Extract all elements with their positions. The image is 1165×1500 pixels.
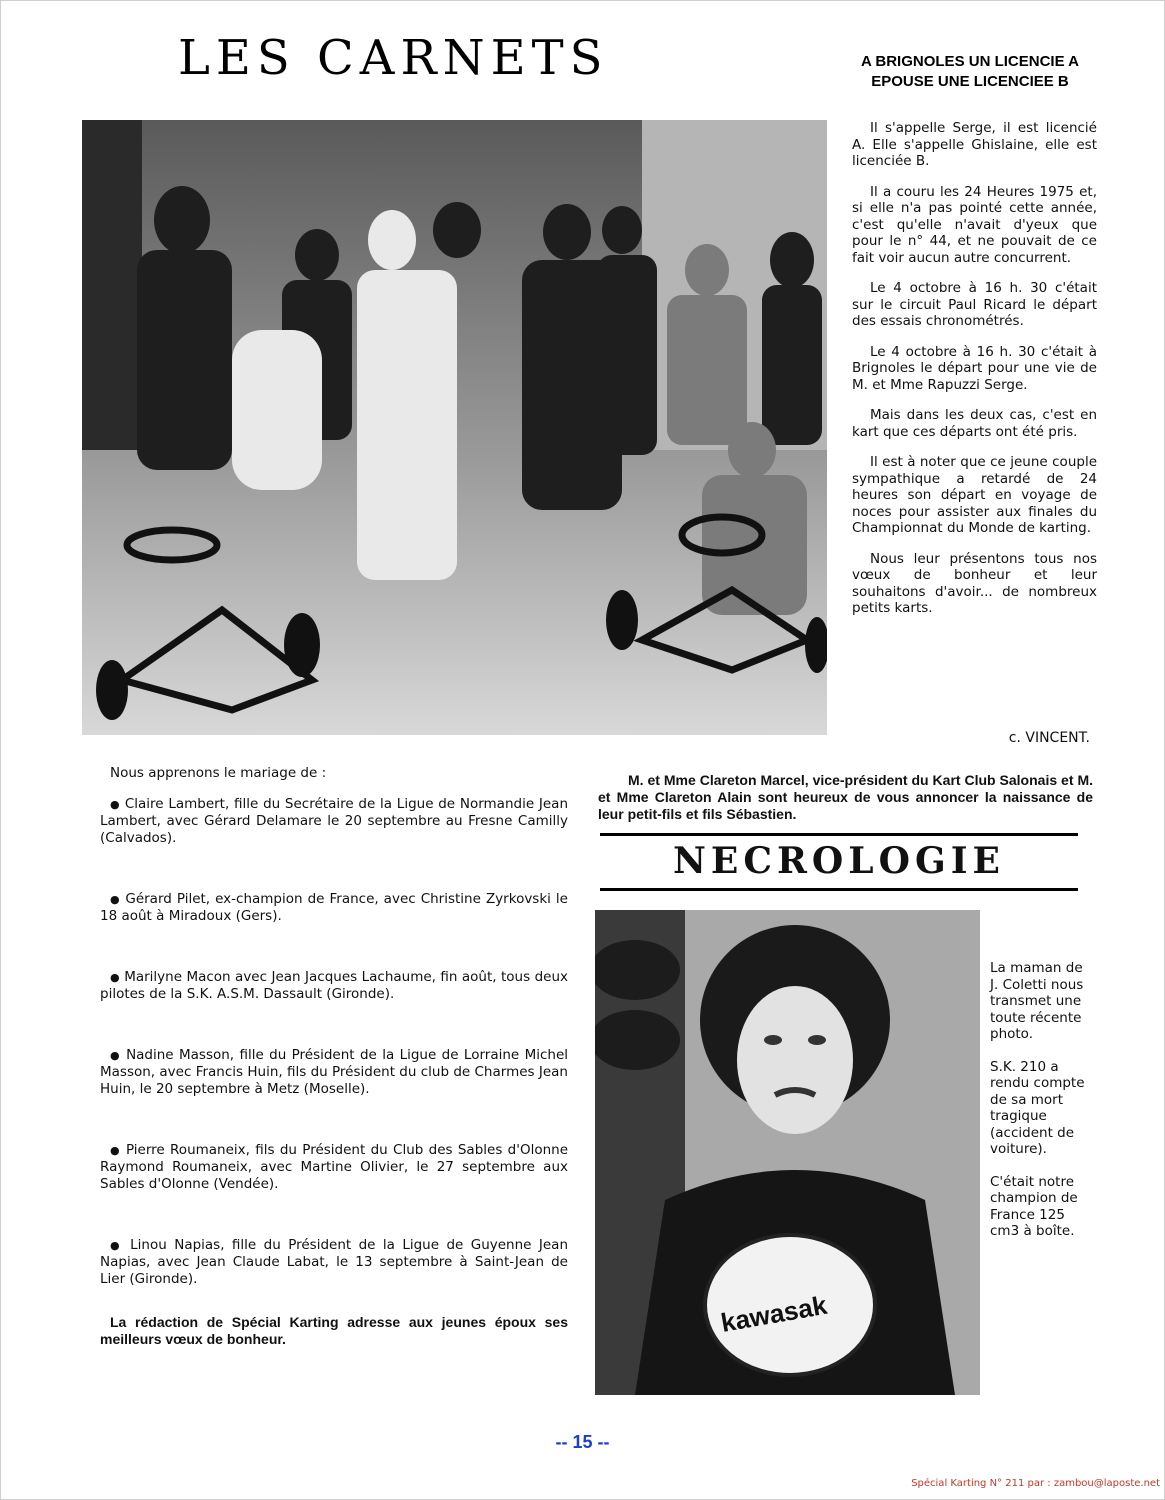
necrologie-paragraph: C'était notre champion de France 125 cm3 à boîte. xyxy=(990,1173,1078,1239)
article-paragraph: Il s'appelle Serge, il est licencié A. Elle s'appelle Ghislaine, elle est licenciée B. xyxy=(852,120,1097,169)
helmet-logo-text: kawasak xyxy=(718,1289,830,1338)
footer-credit: Spécial Karting N° 211 par : zambou@laposte.net xyxy=(911,1478,1160,1489)
wedding-photo-illustration xyxy=(82,120,827,735)
article-paragraph: Le 4 octobre à 16 h. 30 c'était à Brignoles le départ pour une vie de M. et Mme Rapuzzi Serge. xyxy=(852,343,1097,393)
brignoles-article xyxy=(852,120,1097,631)
portrait-illustration xyxy=(595,910,980,1395)
mariage-entry-text: Linou Napias, fille du Président de la Ligue de Guyenne Jean Napias, avec Jean Claude Labat, le 13 septembre à Saint-Jean de Lier (Gironde). xyxy=(100,1237,568,1287)
mariage-entry xyxy=(100,1142,568,1193)
bullet-icon: ● xyxy=(110,1239,123,1252)
necrologie-bottom-rule xyxy=(600,888,1078,891)
article-paragraph: Il a couru les 24 Heures 1975 et, si elle n'a pas pointé cette année, c'est qu'elle n'avait d'yeux que pour le n° 44, et ne pouvait de ce fait voir aucun autre concurrent. xyxy=(852,183,1097,266)
mariages-closing: La rédaction de Spécial Karting adresse aux jeunes époux ses meilleurs vœux de bonheur. xyxy=(100,1314,568,1347)
bullet-icon: ● xyxy=(110,1049,121,1062)
necrologie-top-rule xyxy=(600,833,1078,836)
article-paragraph: Il est à noter que ce jeune couple sympathique a retardé de 24 heures son départ en voyage de noces pour assister aux finales du Championnat du Monde de karting. xyxy=(852,454,1097,536)
necrologie-paragraph: S.K. 210 a rendu compte de sa mort tragique (accident de voiture). xyxy=(990,1058,1085,1157)
bullet-icon: ● xyxy=(110,893,121,906)
mariage-entry xyxy=(100,796,568,847)
wedding-photo xyxy=(82,120,827,735)
necrologie-text xyxy=(990,960,1090,1256)
mariage-entry-text: Claire Lambert, fille du Secrétaire de la Ligue de Normandie Jean Lambert, avec Gérard Delamare le 20 septembre au Fresne Camilly (Calvados). xyxy=(100,796,568,846)
mariage-entry-text: Gérard Pilet, ex-champion de France, avec Christine Zyrkovski le 18 août à Miradoux (Gers). xyxy=(100,891,568,924)
article-paragraph: Mais dans les deux cas, c'est en kart que ces départs ont été pris. xyxy=(852,407,1097,440)
mariage-entry xyxy=(100,969,568,1003)
headline-line-2: EPOUSE UNE LICENCIEE B xyxy=(871,73,1069,90)
mariage-entry-text: Marilyne Macon avec Jean Jacques Lachaume, fin août, tous deux pilotes de la S.K. A.S.M. Dassault (Gironde). xyxy=(100,969,568,1002)
mariages-intro: Nous apprenons le mariage de : xyxy=(110,765,327,781)
naissance-announcement: M. et Mme Clareton Marcel, vice-président du Kart Club Salonais et M. et Mme Clareton Alain sont heureux de vous annoncer la naissance de leur petit-fils et fils Sébastien. xyxy=(598,772,1093,822)
headline-line-1: A BRIGNOLES UN LICENCIE A xyxy=(860,53,1080,70)
bullet-icon: ● xyxy=(110,1144,121,1157)
mariage-entry xyxy=(100,891,568,925)
mariage-entry xyxy=(100,1237,568,1288)
necrologie-paragraph: La maman de J. Coletti nous transmet une toute récente photo. xyxy=(990,960,1084,1042)
mariage-entry-text: Nadine Masson, fille du Président de la Ligue de Lorraine Michel Masson, avec Francis Huin, fils du Président du club de Charmes Jean Huin, le 20 septembre à Metz (Moselle). xyxy=(100,1047,569,1097)
mariages-section xyxy=(100,765,568,1348)
mariage-entry xyxy=(100,1047,568,1098)
article-signature: c. VINCENT. xyxy=(1008,730,1090,746)
article-paragraph: Le 4 octobre à 16 h. 30 c'était sur le circuit Paul Ricard le départ des essais chronométrés. xyxy=(852,280,1097,329)
mariage-entry-text: Pierre Roumaneix, fils du Président du Club des Sables d'Olonne Raymond Roumaneix, avec Martine Olivier, le 27 septembre aux Sables d'Olonne (Vendée). xyxy=(100,1142,569,1192)
bullet-icon: ● xyxy=(110,971,120,984)
page-title: LES CARNETS xyxy=(178,30,609,86)
bullet-icon: ● xyxy=(110,798,121,811)
article-paragraph: Nous leur présentons tous nos vœux de bonheur et leur souhaitons d'avoir... de nombreux petits karts. xyxy=(852,550,1097,616)
page-number: -- 15 -- xyxy=(555,1432,610,1452)
coletti-portrait-photo xyxy=(595,910,980,1395)
article-headline xyxy=(800,52,1140,92)
necrologie-title: NECROLOGIE xyxy=(673,840,1005,882)
